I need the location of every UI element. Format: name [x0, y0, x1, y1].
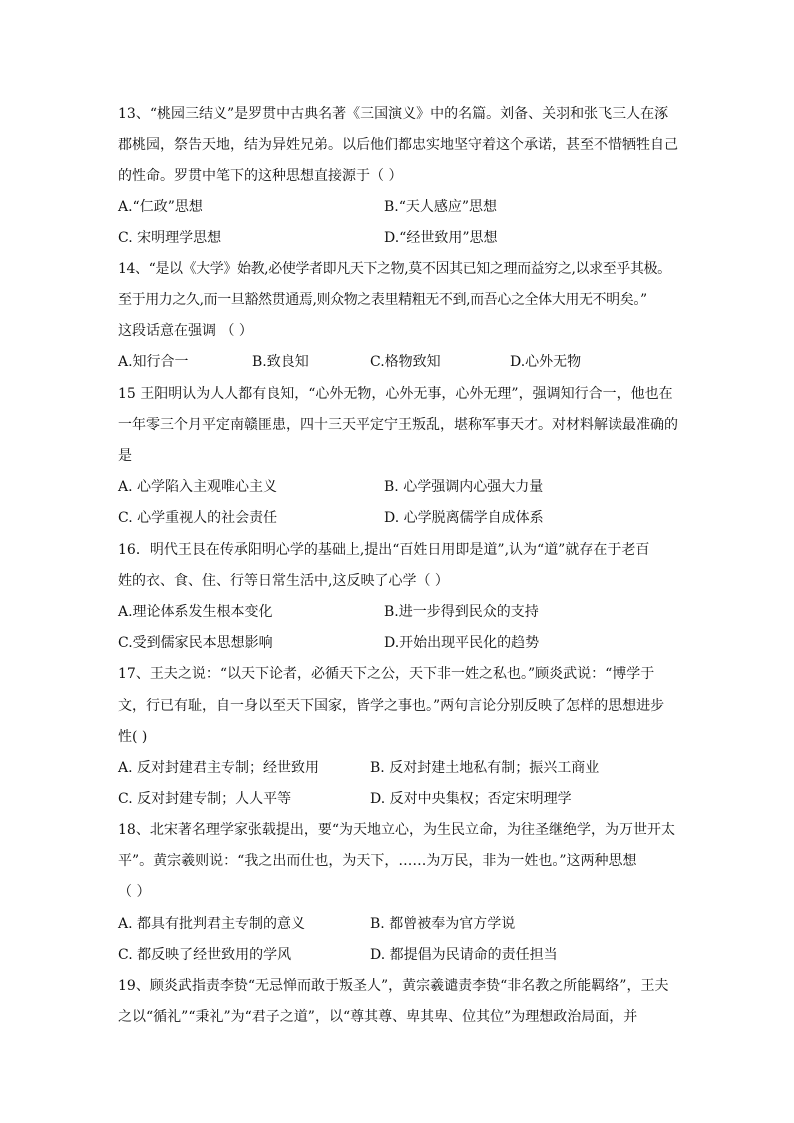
question-17-option-d: D. 反对中央集权；否定宋明理学 — [370, 791, 572, 807]
question-17-line-1: 17、王夫之说：“以天下论者，必循天下之公，天下非一姓之私也。”顾炎武说：“博学于 — [118, 666, 655, 682]
question-19-line-2: 之以“循礼”“秉礼”为“君子之道”，以“尊其尊、卑其卑、位其位”为理想政治局面，并 — [118, 1009, 638, 1025]
question-17-option-a: A. 反对封建君主专制；经世致用 — [118, 760, 320, 776]
question-13-option-c: C. 宋明理学思想 — [118, 230, 222, 246]
question-15-option-d: D. 心学脱离儒学自成体系 — [384, 510, 544, 526]
question-13-line-1: 13、“桃园三结义”是罗贯中古典名著《三国演义》中的名篇。刘备、关羽和张飞三人在涿 — [118, 106, 669, 122]
question-17-line-2: 文，行已有耻，自一身以至天下国家，皆学之事也。”两句言论分别反映了怎样的思想进步 — [118, 698, 665, 714]
question-19-line-1: 19、顾炎武指责李贽“无忌惮而敢于叛圣人”，黄宗羲谴责李贽“非名教之所能羁络”，王夫 — [118, 978, 669, 994]
question-18-option-b: B. 都曾被奉为官方学说 — [370, 916, 516, 932]
question-17-option-c: C. 反对封建专制；人人平等 — [118, 791, 292, 807]
question-14-line-2: 至于用力之久,而一旦豁然贯通焉,则众物之表里精粗无不到,而吾心之全体大用无不明矣。” — [118, 292, 647, 308]
question-15-line-1: 15 王阳明认为人人都有良知，“心外无物，心外无事，心外无理”，强调知行合一，他也在 — [118, 386, 673, 402]
question-18-option-c: C. 都反映了经世致用的学风 — [118, 947, 292, 963]
question-14-line-3: 这段话意在强调 （ ） — [118, 323, 253, 339]
question-13-line-2: 郡桃园，祭告天地，结为异姓兄弟。以后他们都忠实地坚守着这个承诺，甚至不惜牺牲自己 — [118, 137, 678, 153]
question-13-option-d: D.“经世致用”思想 — [384, 230, 498, 246]
question-13-line-3: 的性命。罗贯中笔下的这种思想直接源于（ ） — [118, 168, 403, 184]
question-15-option-a: A. 心学陷入主观唯心主义 — [118, 479, 278, 495]
question-18-option-d: D. 都提倡为民请命的责任担当 — [370, 947, 558, 963]
question-13-option-a: A.“仁政”思想 — [118, 199, 203, 215]
question-16-option-b: B.进一步得到民众的支持 — [384, 604, 539, 620]
question-18-line-3: （ ） — [118, 884, 151, 900]
question-16-option-d: D.开始出现平民化的趋势 — [384, 635, 540, 651]
question-15-line-3: 是 — [118, 448, 132, 464]
question-17-line-3: 性( ) — [118, 729, 148, 745]
question-16-option-c: C.受到儒家民本思想影响 — [118, 635, 273, 651]
question-15-option-b: B. 心学强调内心强大力量 — [384, 479, 544, 495]
question-16-line-2: 姓的衣、食、住、行等日常生活中,这反映了心学（ ） — [118, 573, 449, 589]
question-18-line-1: 18、北宋著名理学家张载提出，要“为天地立心，为生民立命，为往圣继绝学，为万世开太 — [118, 822, 675, 838]
question-14-option-c: C.格物致知 — [370, 354, 441, 370]
question-17-option-b: B. 反对封建土地私有制；振兴工商业 — [370, 760, 600, 776]
question-18-option-a: A. 都具有批判君主专制的意义 — [118, 916, 306, 932]
question-14-option-b: B.致良知 — [252, 354, 309, 370]
question-15-line-2: 一年零三个月平定南赣匪患，四十三天平定宁王叛乱，堪称军事天才。对材料解读最准确的 — [118, 417, 678, 433]
question-16-line-1: 16．明代王艮在传承阳明心学的基础上,提出“百姓日用即是道”,认为“道”就存在于老百 — [118, 542, 650, 558]
question-15-option-c: C. 心学重视人的社会责任 — [118, 510, 278, 526]
question-13-option-b: B.“天人感应”思想 — [384, 199, 498, 215]
question-14-option-a: A.知行合一 — [118, 354, 189, 370]
question-14-option-d: D.心外无物 — [510, 354, 582, 370]
question-18-line-2: 平”。黄宗羲则说：“我之出而仕也，为天下，……为万民，非为一姓也。”这两种思想 — [118, 853, 637, 869]
question-14-line-1: 14、“是以《大学》始教,必使学者即凡天下之物,莫不因其已知之理而益穷之,以求至乎其极。 — [118, 261, 671, 277]
question-16-option-a: A.理论体系发生根本变化 — [118, 604, 273, 620]
